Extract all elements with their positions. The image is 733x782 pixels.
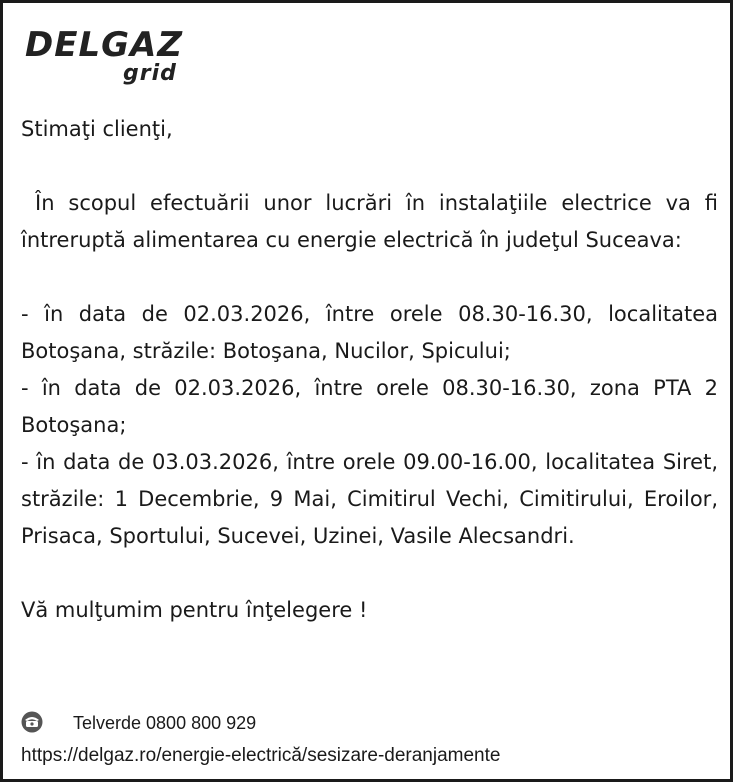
notice-body	[21, 111, 718, 629]
phone-number: Telverde 0800 800 929	[73, 713, 257, 733]
intro-paragraph: În scopul efectuării unor lucrări în instalaţiile electrice va fi întreruptă alimentarea cu energie electrică în judeţul Suceava:	[21, 191, 718, 252]
telephone-icon	[21, 711, 43, 733]
outage-schedule	[21, 296, 718, 555]
schedule-item-2: - în data de 02.03.2026, între orele 08.30-16.30, zona PTA 2 Botoşana;	[21, 376, 718, 437]
closing-line: Vă mulţumim pentru înţelegere !	[21, 598, 368, 622]
delgaz-grid-logo	[25, 25, 195, 91]
contact-phone	[21, 707, 718, 747]
logo-sub: grid	[123, 61, 177, 86]
greeting: Stimaţi clienţi,	[21, 117, 173, 141]
logo-brand: DELGAZ	[25, 25, 183, 65]
schedule-item-3: - în data de 03.03.2026, între orele 09.00-16.00, localitatea Siret, străzile: 1 Decembrie, 9 Mai, Cimitirul Vechi, Cimitirului, Eroilor, Prisaca, Sportului, Sucevei, Uzinei, Vasile Alecsandri.	[21, 450, 718, 548]
website-link[interactable]: https://delgaz.ro/energie-electrică/sesizare-deranjamente	[21, 745, 501, 766]
schedule-item-1: - în data de 02.03.2026, între orele 08.30-16.30, localitatea Botoşana, străzile: Botoşana, Nucilor, Spicului;	[21, 302, 718, 363]
